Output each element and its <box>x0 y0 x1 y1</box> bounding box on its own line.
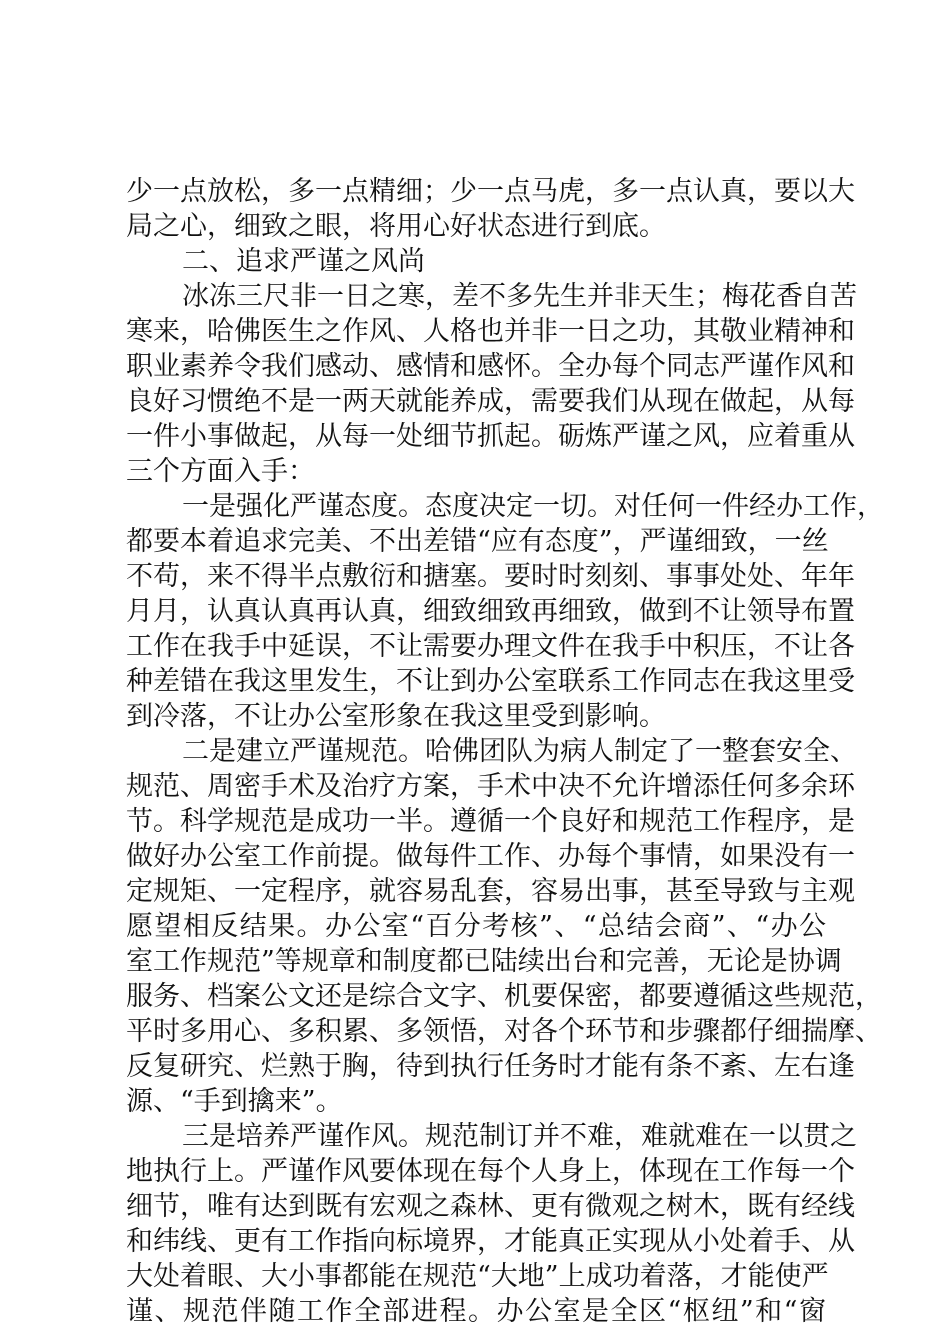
text-line: 服务、档案公文还是综合文字、机要保密，都要遵循这些规范， <box>126 981 882 1012</box>
text-line: 冰冻三尺非一日之寒，差不多先生并非天生；梅花香自苦 <box>182 281 857 312</box>
text-line: 三个方面入手： <box>126 456 315 487</box>
text-line: 规范、周密手术及治疗方案，手术中决不允许增添任何多余环 <box>126 771 855 802</box>
text-line: 一是强化严谨态度。态度决定一切。对任何一件经办工作， <box>182 491 884 522</box>
text-line: 细节，唯有达到既有宏观之森林、更有微观之树木，既有经线 <box>126 1191 855 1222</box>
text-line: 平时多用心、多积累、多领悟，对各个环节和步骤都仔细揣摩、 <box>126 1016 882 1047</box>
text-line: 大处着眼、大小事都能在规范“大地”上成功着落，才能使严 <box>126 1261 829 1292</box>
text-line: 不苟，来不得半点敷衍和搪塞。要时时刻刻、事事处处、年年 <box>126 561 855 592</box>
text-line: 种差错在我这里发生，不让到办公室联系工作同志在我这里受 <box>126 666 855 697</box>
text-line: 定规矩、一定程序，就容易乱套，容易出事，甚至导致与主观 <box>126 876 855 907</box>
text-line: 寒来，哈佛医生之作风、人格也并非一日之功，其敬业精神和 <box>126 316 855 347</box>
text-line: 良好习惯绝不是一两天就能养成，需要我们从现在做起，从每 <box>126 386 855 417</box>
text-line: 工作在我手中延误，不让需要办理文件在我手中积压，不让各 <box>126 631 855 662</box>
section-heading: 二、追求严谨之风尚 <box>182 246 425 277</box>
text-line: 都要本着追求完美、不出差错“应有态度”，严谨细致，一丝 <box>126 526 829 557</box>
text-line: 少一点放松，多一点精细；少一点马虎，多一点认真，要以大 <box>126 176 855 207</box>
text-line: 局之心，细致之眼，将用心好状态进行到底。 <box>126 211 666 242</box>
text-line: 愿望相反结果。办公室“百分考核”、“总结会商”、“办公 <box>126 911 826 942</box>
text-line: 做好办公室工作前提。做每件工作、办每个事情，如果没有一 <box>126 841 855 872</box>
text-line: 三是培养严谨作风。规范制订并不难，难就难在一以贯之 <box>182 1121 857 1152</box>
text-line: 月月，认真认真再认真，细致细致再细致，做到不让领导布置 <box>126 596 855 627</box>
text-line: 一件小事做起，从每一处细节抓起。砺炼严谨之风，应着重从 <box>126 421 855 452</box>
text-line: 谨、规范伴随工作全部进程。办公室是全区“枢纽”和“窗 <box>126 1296 826 1327</box>
text-line: 室工作规范”等规章和制度都已陆续出台和完善，无论是协调 <box>126 946 842 977</box>
text-line: 反复研究、烂熟于胸，待到执行任务时才能有条不紊、左右逢 <box>126 1051 855 1082</box>
text-line: 源、“手到擒来”。 <box>126 1086 343 1117</box>
text-line: 节。科学规范是成功一半。遵循一个良好和规范工作程序，是 <box>126 806 855 837</box>
text-line: 地执行上。严谨作风要体现在每个人身上，体现在工作每一个 <box>126 1156 855 1187</box>
text-line: 二是建立严谨规范。哈佛团队为病人制定了一整套安全、 <box>182 736 857 767</box>
text-line: 到冷落，不让办公室形象在我这里受到影响。 <box>126 701 666 732</box>
text-line: 职业素养令我们感动、感情和感怀。全办每个同志严谨作风和 <box>126 351 855 382</box>
text-line: 和纬线、更有工作指向标境界，才能真正实现从小处着手、从 <box>126 1226 855 1257</box>
